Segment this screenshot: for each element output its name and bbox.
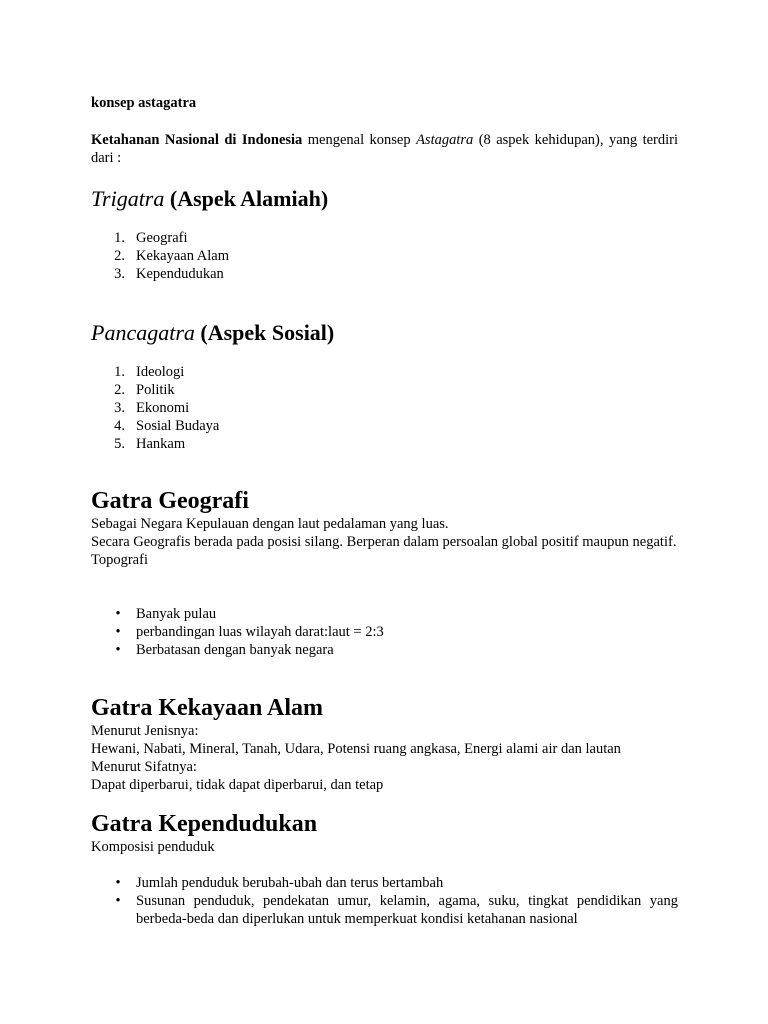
trigatra-heading <box>91 186 328 212</box>
intro-italic-text: Astagatra <box>416 132 474 148</box>
list-item-text: Kekayaan Alam <box>136 248 230 264</box>
list-item-text: Hankam <box>136 436 186 452</box>
gatra-kekayaan-alam-paragraph <box>91 722 678 794</box>
bullet-icon: • <box>115 624 121 640</box>
pancagatra-heading <box>91 320 334 346</box>
list-item <box>91 435 678 453</box>
list-item <box>91 363 678 381</box>
intro-paragraph <box>91 131 678 167</box>
list-item <box>91 229 678 247</box>
bullet-icon: • <box>115 875 121 891</box>
paragraph-line: Menurut Jenisnya: <box>91 723 199 739</box>
list-item <box>91 605 678 623</box>
list-item-text: Ideologi <box>136 364 185 380</box>
list-item-text: Politik <box>136 382 175 398</box>
list-item-text: Ekonomi <box>136 400 190 416</box>
paragraph-line: Topografi <box>91 552 148 568</box>
pancagatra-heading-rest: (Aspek Sosial) <box>194 320 335 345</box>
list-number: 2. <box>114 248 125 264</box>
gatra-kependudukan-bullets <box>91 874 678 928</box>
trigatra-heading-italic: Trigatra <box>91 186 165 211</box>
list-item <box>91 381 678 399</box>
list-item-text: perbandingan luas wilayah darat:laut = 2:3 <box>136 624 384 640</box>
list-item-text: Jumlah penduduk berubah-ubah dan terus bertambah <box>136 875 444 891</box>
pancagatra-list <box>91 363 678 453</box>
bullet-icon: • <box>115 893 121 909</box>
list-item-text: Kependudukan <box>136 266 224 282</box>
gatra-geografi-bullets <box>91 605 678 659</box>
list-number: 3. <box>114 266 125 282</box>
list-item-text: Banyak pulau <box>136 606 217 622</box>
gatra-geografi-paragraph <box>91 515 678 569</box>
list-item <box>91 641 678 659</box>
gatra-kependudukan-paragraph <box>91 838 678 856</box>
paragraph-line: Menurut Sifatnya: <box>91 759 197 775</box>
bullet-icon: • <box>115 642 121 658</box>
intro-text-1: mengenal konsep <box>302 132 417 148</box>
list-number: 1. <box>114 230 125 246</box>
paragraph-line: Sebagai Negara Kepulauan dengan laut pedalaman yang luas. <box>91 516 449 532</box>
list-number: 1. <box>114 364 125 380</box>
list-item-text: Berbatasan dengan banyak negara <box>136 642 334 658</box>
trigatra-heading-rest: (Aspek Alamiah) <box>164 186 329 211</box>
list-item <box>91 892 678 928</box>
trigatra-list <box>91 229 678 283</box>
list-item-text: Sosial Budaya <box>136 418 220 434</box>
pancagatra-heading-italic: Pancagatra <box>91 320 195 345</box>
list-number: 5. <box>114 436 125 452</box>
paragraph-line: Dapat diperbarui, tidak dapat diperbarui, dan tetap <box>91 777 384 793</box>
intro-bold-text: Ketahanan Nasional di Indonesia <box>91 132 303 148</box>
list-item-text: Geografi <box>136 230 188 246</box>
list-item <box>91 247 678 265</box>
paragraph-line: Secara Geografis berada pada posisi silang. Berperan dalam persoalan global positif maupun negatif. <box>91 534 677 550</box>
document-title: konsep astagatra <box>91 95 197 111</box>
gatra-geografi-heading: Gatra Geografi <box>91 488 249 514</box>
list-item <box>91 265 678 283</box>
gatra-kekayaan-alam-heading: Gatra Kekayaan Alam <box>91 695 323 721</box>
list-number: 3. <box>114 400 125 416</box>
list-item <box>91 417 678 435</box>
intro-text-2: (8 aspek kehidupan), yang terdiri dari : <box>91 132 678 166</box>
list-item <box>91 623 678 641</box>
bullet-icon: • <box>115 606 121 622</box>
paragraph-line: Hewani, Nabati, Mineral, Tanah, Udara, Potensi ruang angkasa, Energi alami air dan lautan <box>91 741 621 757</box>
list-item <box>91 399 678 417</box>
gatra-kependudukan-heading: Gatra Kependudukan <box>91 811 318 837</box>
paragraph-line: Komposisi penduduk <box>91 839 215 855</box>
list-number: 2. <box>114 382 125 398</box>
list-item-text: Susunan penduduk, pendekatan umur, kelamin, agama, suku, tingkat pendidikan yang berbeda-beda dan diperlukan untuk memperkuat kondisi ketahanan nasional <box>136 893 678 927</box>
list-item <box>91 874 678 892</box>
list-number: 4. <box>114 418 125 434</box>
